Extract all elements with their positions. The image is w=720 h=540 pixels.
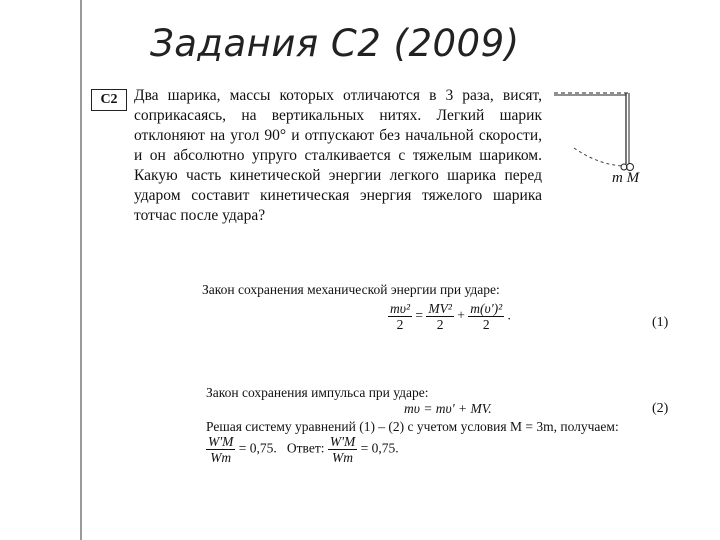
eq1-equals: = [415,307,423,323]
eq1-rhs2-den: 2 [482,317,490,332]
eq1-lhs-fraction [388,301,412,332]
eq1-lhs-num: mυ² [390,301,410,316]
slide-title: Задания С2 (2009) [150,22,520,65]
result-num-2: W'M [329,434,356,449]
eq1-rhs2-fraction [468,301,504,332]
task-number: С2 [91,89,127,111]
eq1-plus: + [457,307,465,323]
result-den-2: Wm [332,450,354,465]
result-fraction-2 [328,434,357,465]
equation-2: mυ = mυ' + MV. [404,401,492,416]
eq1-rhs2-num: m(υ')² [470,301,503,316]
eq1-rhs1-den: 2 [436,317,444,332]
result-value-1: = 0,75. [238,440,277,456]
momentum-law-text: Закон сохранения импульса при ударе: [206,385,429,400]
swing-arc [574,148,622,166]
result-fraction-1 [206,434,235,465]
result-num-1: W'M [208,434,234,449]
equation-1-number: (1) [652,315,669,330]
solving-text: Решая систему уравнений (1) – (2) с учетом условия M = 3m, получаем: [206,419,619,434]
eq1-lhs-den: 2 [396,317,404,332]
equation-2-number: (2) [652,401,669,416]
result-value-2: = 0,75. [360,440,399,456]
problem-text: Два шарика, массы которых отличаются в 3 раза, висят, соприкасаясь, на вертикальных нитях. Легкий шарик отклоняют на угол 90° и отпускают без начальной скорости, и он абсолютно упруго сталкивается с тяжелым шариком. Какую часть кинетической энергии легкого шарика перед ударом составит кинетическая энергия тяжелого шарика тотчас после удара? [134,87,542,224]
answer-label: Ответ: [286,440,325,456]
result-den-1: Wm [210,450,232,465]
figure-label: m M [612,170,640,186]
eq1-end: . [507,307,511,323]
result-line [206,434,399,465]
energy-law-text: Закон сохранения механической энергии при ударе: [202,282,500,297]
eq1-rhs1-num: MV² [428,301,452,316]
equation-1 [388,301,511,332]
left-rule [80,0,82,540]
eq1-rhs1-fraction [426,301,454,332]
